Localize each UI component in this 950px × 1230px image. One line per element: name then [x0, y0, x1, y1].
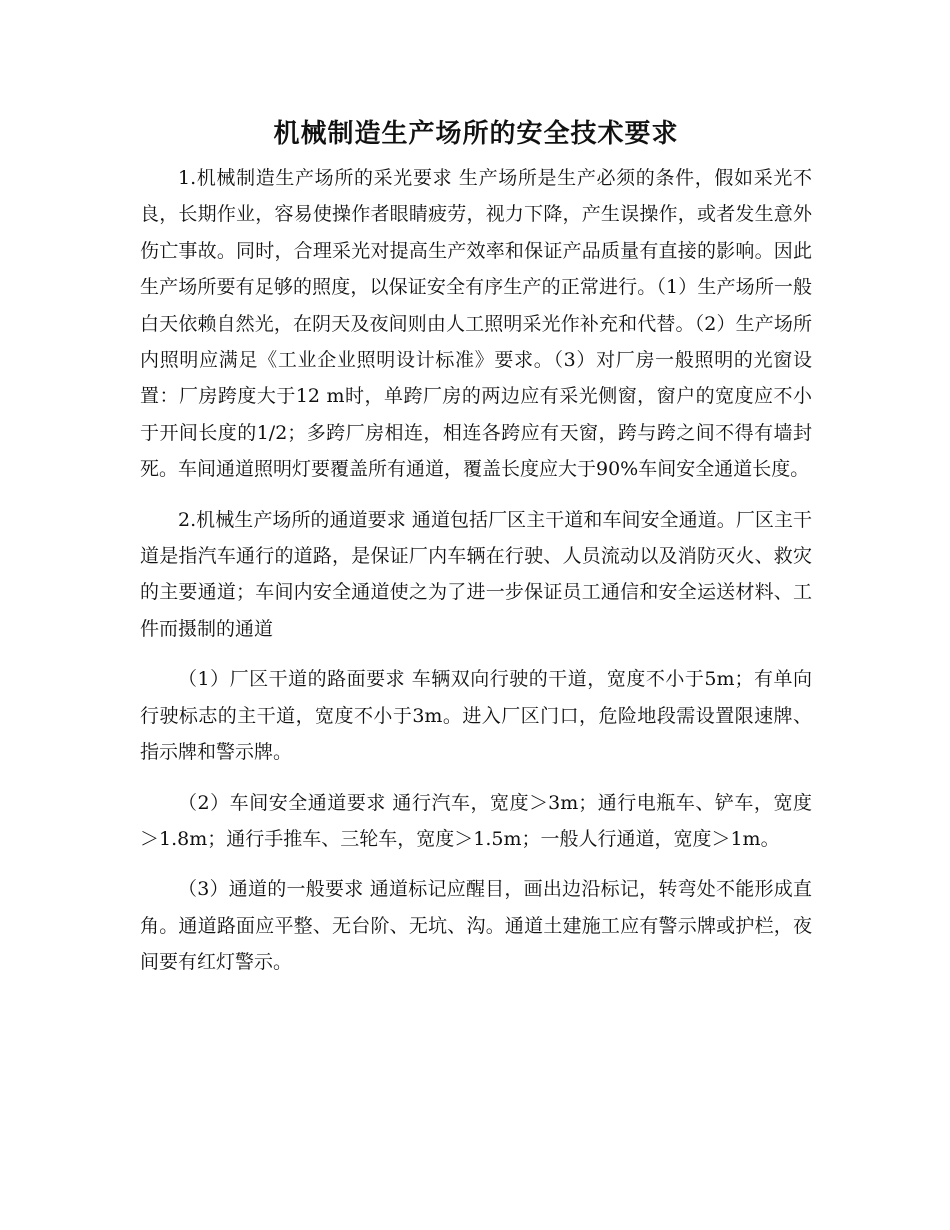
paragraph-passage-requirements: 2.机械生产场所的通道要求 通道包括厂区主干道和车间安全通道。厂区主干道是指汽车通行的道路，是保证厂内车辆在行驶、人员流动以及消防灭火、救灾的主要通道；车间内安全通道使之为了进一步保证员工通信和安全运送材料、工件而摄制的通道	[140, 508, 812, 640]
paragraph-main-road-surface: （1）厂区干道的路面要求 车辆双向行驶的干道，宽度不小于5m；有单向行驶标志的主干道，宽度不小于3m。进入厂区门口，危险地段需设置限速牌、指示牌和警示牌。	[140, 668, 812, 764]
paragraph-lighting-requirements: 1.机械制造生产场所的采光要求 生产场所是生产必须的条件，假如采光不良，长期作业，容易使操作者眼睛疲劳，视力下降，产生误操作，或者发生意外伤亡事故。同时，合理采光对提高生产效率和保证产品质量有直接的影响。因此生产场所要有足够的照度，以保证安全有序生产的正常进行。（1）生产场所一般白天依赖自然光，在阴天及夜间则由人工照明采光作补充和代替。（2）生产场所内照明应满足《工业企业照明设计标准》要求。（3）对厂房一般照明的光窗设置：厂房跨度大于12 m时，单跨厂房的两边应有采光侧窗，窗户的宽度应不小于开间长度的1/2；多跨厂房相连，相连各跨应有天窗，跨与跨之间不得有墙封死。车间通道照明灯要覆盖所有通道，覆盖长度应大于90%车间安全通道长度。	[140, 167, 812, 481]
paragraph-general-passage: （3）通道的一般要求 通道标记应醒目，画出边沿标记，转弯处不能形成直角。通道路面应平整、无台阶、无坑、沟。通道土建施工应有警示牌或护栏，夜间要有红灯警示。	[140, 878, 812, 974]
document-page	[140, 108, 812, 981]
document-title: 机械制造生产场所的安全技术要求	[273, 119, 679, 149]
paragraph-workshop-passage: （2）车间安全通道要求 通行汽车，宽度＞3m；通行电瓶车、铲车，宽度＞1.8m；通行手推车、三轮车，宽度＞1.5m；一般人行通道，宽度＞1m。	[140, 791, 812, 850]
